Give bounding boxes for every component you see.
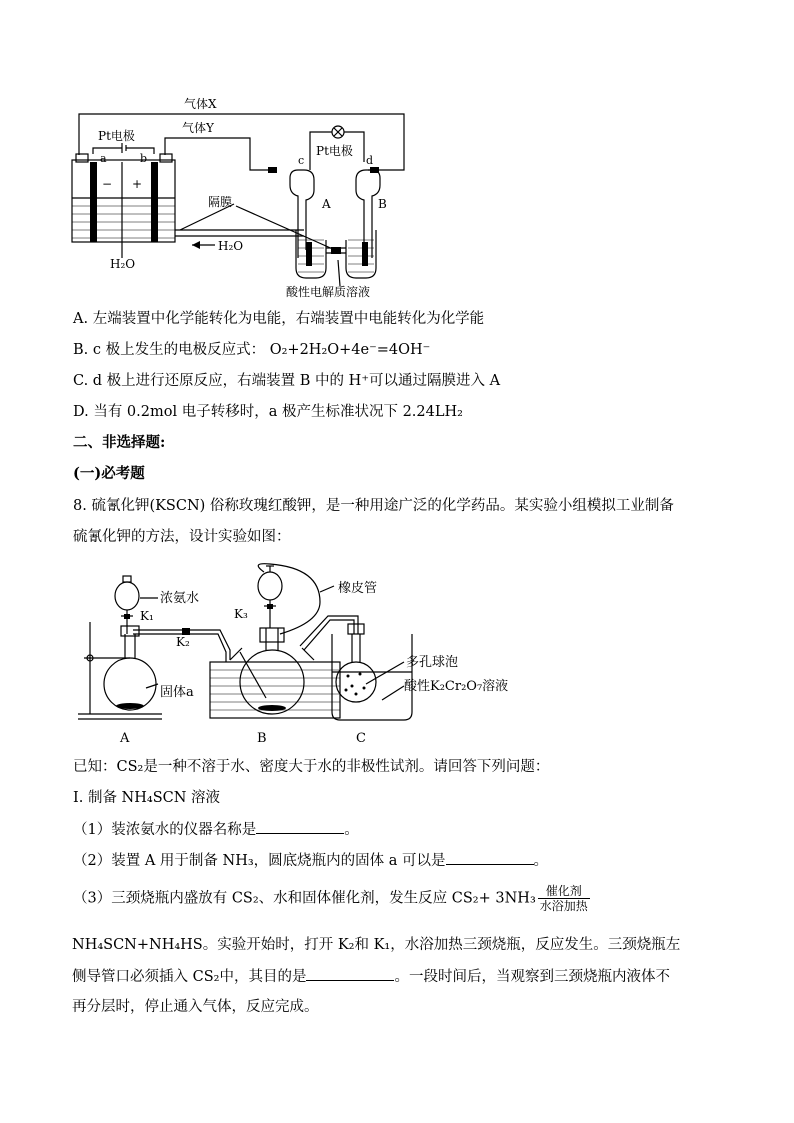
answer-blank-3[interactable] [306, 966, 394, 981]
question-2-end: 。 [533, 853, 549, 869]
k2-label: K₂ [176, 635, 190, 649]
catalyst-label: 催化剂 [538, 884, 590, 899]
option-b-equation: O₂+2H₂O+4e⁻=4OH⁻ [269, 342, 431, 358]
question-8-line1: 8. 硫氰化钾(KSCN) 俗称玫瑰红酸钾，是一种用途广泛的化学药品。某实验小组模拟工业制备 [73, 498, 674, 514]
water-left-label: H₂O [110, 257, 136, 271]
pt-electrode-right-label: Pt电极 [316, 144, 353, 158]
question-2 [73, 850, 548, 871]
option-c: C. d 极上进行还原反应，右端装置 B 中的 H⁺可以通过隔膜进入 A [73, 373, 501, 389]
question-2-text: （2）装置 A 用于制备 NH₃，圆底烧瓶内的固体 a 可以是 [73, 853, 446, 869]
apparatus-c-label: C [356, 731, 366, 746]
question-3-line4: 再分层时，停止通入气体，反应完成。 [72, 999, 319, 1015]
answer-blank-1[interactable] [256, 819, 344, 834]
gas-x-label: 气体X [184, 97, 217, 111]
electrode-b-label: b [140, 152, 148, 165]
conc-ammonia-label: 浓氨水 [160, 591, 200, 606]
tube-a-label: A [322, 197, 331, 211]
question-1 [73, 819, 359, 840]
apparatus-b-label: B [257, 731, 267, 746]
reaction-condition [538, 884, 590, 913]
question-1-end: 。 [344, 822, 359, 838]
electrochem-diagram [60, 90, 420, 305]
question-3-line3 [72, 966, 670, 987]
question-8-line2: 硫氰化钾的方法，设计实验如图： [73, 529, 291, 545]
question-3-line3-end: 。一段时间后，当观察到三颈烧瓶内液体不 [394, 969, 670, 985]
solid-a-label: 固体a [160, 685, 194, 700]
apparatus-diagram [70, 562, 530, 747]
k1-label: K₁ [140, 609, 154, 623]
apparatus-a-label: A [120, 731, 130, 746]
known-info: 已知：CS₂是一种不溶于水、密度大于水的非极性试剂。请回答下列问题： [73, 759, 550, 775]
question-3-text: （3）三颈烧瓶内盛放有 CS₂、水和固体催化剂，发生反应 CS₂+ 3NH₃ [73, 890, 536, 907]
electrode-c-label: c [298, 154, 305, 167]
gas-y-label: 气体Y [182, 121, 214, 135]
water-bath-label: 水浴加热 [539, 899, 588, 913]
option-d: D. 当有 0.2mol 电子转移时，a 极产生标准状况下 2.24LH₂ [73, 404, 463, 420]
option-b-text: B. c 极上发生的电极反应式： [73, 342, 266, 358]
rubber-tube-label: 橡皮管 [338, 581, 378, 596]
section-title: 二、非选择题: [73, 434, 166, 451]
option-b [73, 340, 430, 360]
sub-title: (一)必考题 [73, 465, 145, 482]
minus-label: − [102, 177, 113, 191]
plus-label: + [132, 177, 143, 191]
water-arrow-label: H₂O [218, 239, 244, 253]
answer-blank-2[interactable] [446, 850, 534, 865]
porous-bulb-label: 多孔球泡 [406, 655, 459, 670]
electrolyte-label: 酸性电解质溶液 [286, 285, 371, 299]
membrane-label: 隔膜 [208, 195, 233, 209]
k3-label: K₃ [234, 607, 248, 621]
question-3-line3-text: 侧导管口必须插入 CS₂中，其目的是 [72, 969, 307, 985]
question-3-line2: NH₄SCN+NH₄HS。实验开始时，打开 K₂和 K₁，水浴加热三颈烧瓶，反应发生。三颈烧瓶左 [72, 937, 681, 953]
question-3 [73, 884, 590, 913]
part-i-title: I. 制备 NH₄SCN 溶液 [73, 790, 221, 806]
electrode-a-label: a [100, 152, 107, 165]
tube-b-label: B [378, 197, 387, 211]
acid-dichromate-label: 酸性K₂Cr₂O₇溶液 [404, 679, 509, 694]
electrode-d-label: d [366, 154, 374, 167]
pt-electrode-left-label: Pt电极 [98, 129, 135, 143]
option-a: A. 左端装置中化学能转化为电能，右端装置中电能转化为化学能 [73, 311, 485, 327]
question-1-text: （1）装浓氨水的仪器名称是 [73, 822, 257, 838]
